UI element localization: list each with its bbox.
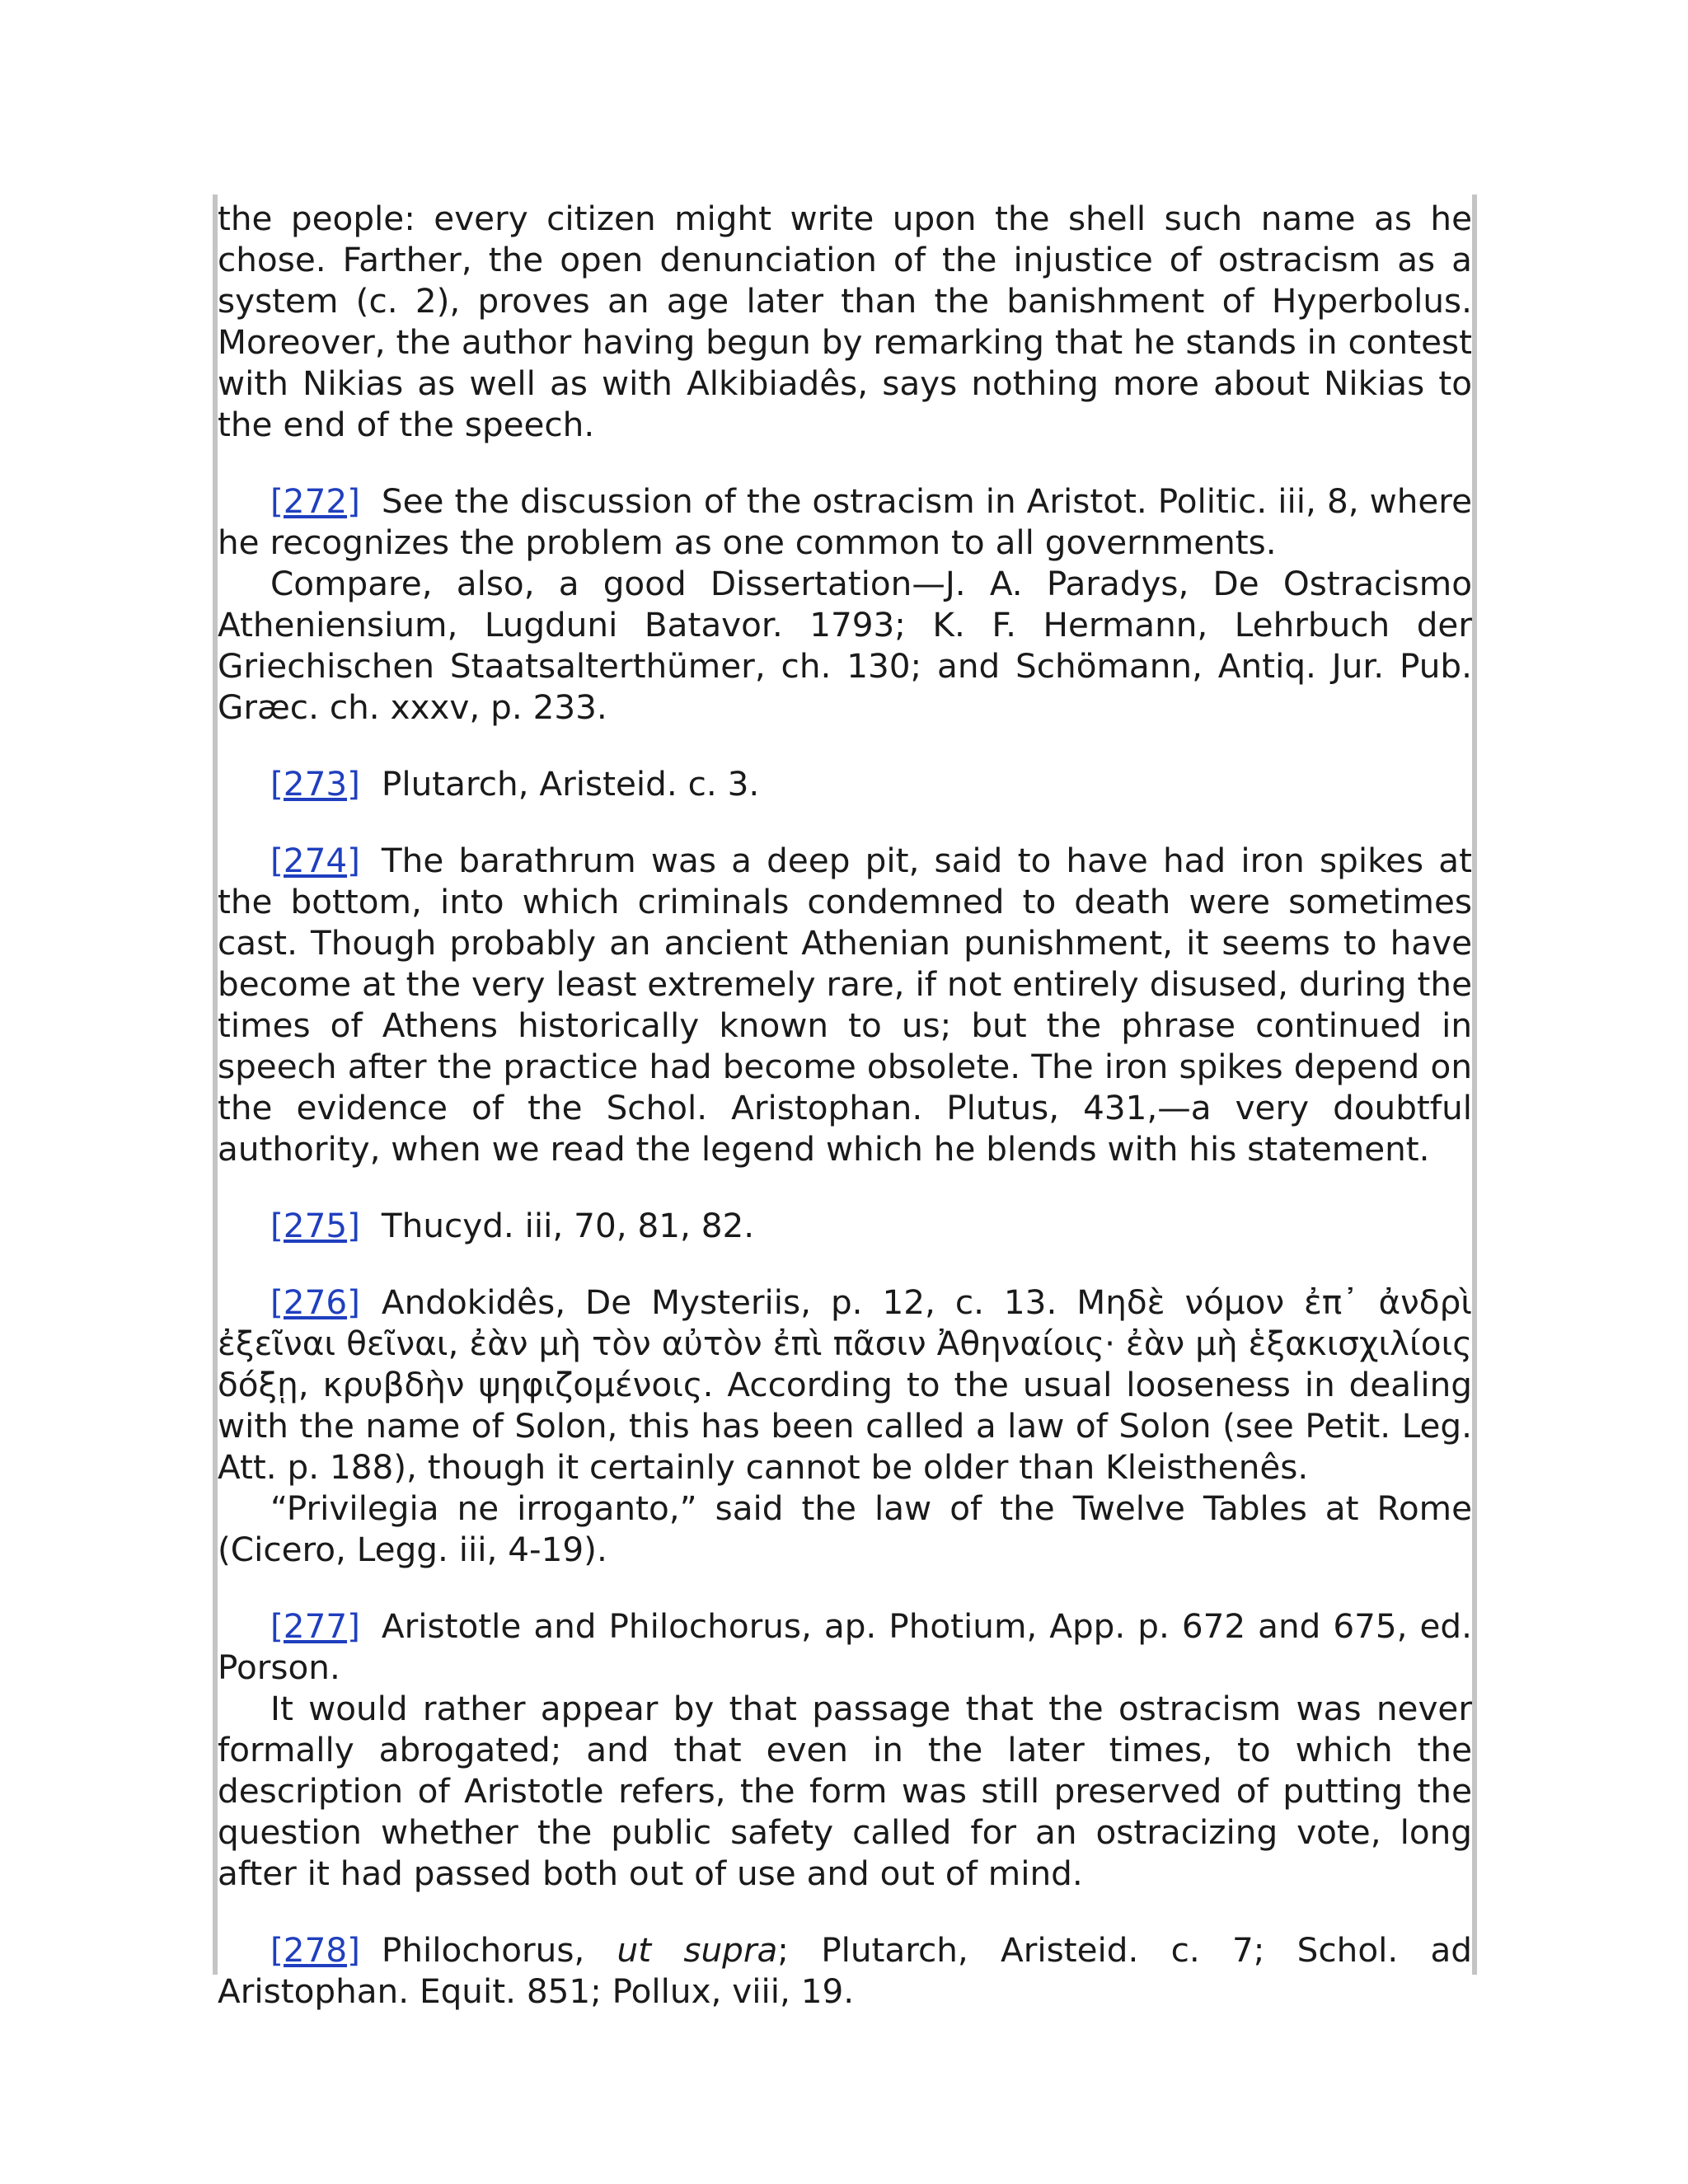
- footnote-ref-275[interactable]: [275]: [270, 1206, 360, 1245]
- footnote-continuation: [218, 198, 1472, 445]
- footnote-273: [218, 763, 1472, 804]
- footnote-276-text: Andokidês, De Mysteriis, p. 12, c. 13. Μηδὲ νόμον ἐπ᾽ ἀνδρὶ ἐξεῖναι θεῖναι, ἐὰν μὴ τὸν αὐτὸν ἐπὶ πᾶσιν Ἀθηναίοις· ἐὰν μὴ ἑξακισχιλίοις δόξῃ, κρυβδὴν ψηφιζομένοις. According to the usual looseness in dealing with the name of Solon, this has been called a law of Solon (see Petit. Leg. Att. p. 188), though it certainly cannot be older than Kleisthenês.: [218, 1282, 1472, 1487]
- footnote-ref-273[interactable]: [273]: [270, 764, 360, 804]
- footnote-272-text: See the discussion of the ostracism in Aristot. Politic. iii, 8, where he recognizes the problem as one common to all governments.: [218, 481, 1472, 562]
- footnote-ref-274[interactable]: [274]: [270, 841, 360, 880]
- footnote-ref-276[interactable]: [276]: [270, 1282, 360, 1322]
- footnote-272: [218, 480, 1472, 563]
- footnote-278-text-c: ; Plutarch, Aristeid. c. 7; Schol. ad Aristophan. Equit. 851; Pollux, viii, 19.: [218, 1930, 1473, 2011]
- footnote-276-continued: [218, 1488, 1472, 1570]
- footnote-272-continued: [218, 563, 1472, 728]
- footnote-continuation-text: the people: every citizen might write upon the shell such name as he chose. Farther, the open denunciation of the injustice of ostracism as a system (c. 2), proves an age later than the banishment of Hyperbolus. Moreover, the author having begun by remarking that he stands in contest with Nikias as well as with Alkibiadês, says nothing more about Nikias to the end of the speech.: [218, 199, 1472, 444]
- footnote-274-text: The barathrum was a deep pit, said to have had iron spikes at the bottom, into which criminals condemned to death were sometimes cast. Though probably an ancient Athenian punishment, it seems to have become at the very least extremely rare, if not entirely disused, during the times of Athens historically known to us; but the phrase continued in speech after the practice had become obsolete. The iron spikes depend on the evidence of the Schol. Aristophan. Plutus, 431,—a very doubtful authority, when we read the legend which he blends with his statement.: [218, 841, 1472, 1169]
- footnote-ref-278[interactable]: [278]: [270, 1930, 360, 1970]
- footnote-274: [218, 840, 1472, 1169]
- footnote-275-text: Thucyd. iii, 70, 81, 82.: [381, 1206, 755, 1245]
- footnote-278-text-italic: ut supra: [617, 1930, 778, 1970]
- footnote-277-text2: It would rather appear by that passage that the ostracism was never formally abrogated; and that even in the later times, to which the description of Aristotle refers, the form was still preserved of putting the question whether the public safety called for an ostracizing vote, long after it had passed both out of use and out of mind.: [218, 1689, 1472, 1893]
- footnote-ref-277[interactable]: [277]: [270, 1606, 360, 1646]
- footnote-272-text2: Compare, also, a good Dissertation—J. A. Paradys, De Ostracismo Atheniensium, Lugduni Batavor. 1793; K. F. Hermann, Lehrbuch der Griechischen Staatsalterthümer, ch. 130; and Schömann, Antiq. Jur. Pub. Græc. ch. xxxv, p. 233.: [218, 564, 1472, 727]
- footnote-275: [218, 1205, 1472, 1246]
- footnotes-content: [218, 198, 1472, 2012]
- footnote-278-text-a: Philochorus,: [381, 1930, 617, 1970]
- footnote-273-text: Plutarch, Aristeid. c. 3.: [381, 764, 760, 804]
- footnote-276-text2: “Privilegia ne irroganto,” said the law of the Twelve Tables at Rome (Cicero, Legg. iii, 4-19).: [218, 1488, 1472, 1569]
- footnote-277-continued: [218, 1688, 1472, 1894]
- footnote-ref-272[interactable]: [272]: [270, 481, 360, 521]
- footnote-278: [218, 1929, 1472, 2012]
- footnote-277-text: Aristotle and Philochorus, ap. Photium, App. p. 672 and 675, ed. Porson.: [218, 1606, 1472, 1687]
- footnote-276: [218, 1282, 1472, 1488]
- footnote-277: [218, 1605, 1472, 1688]
